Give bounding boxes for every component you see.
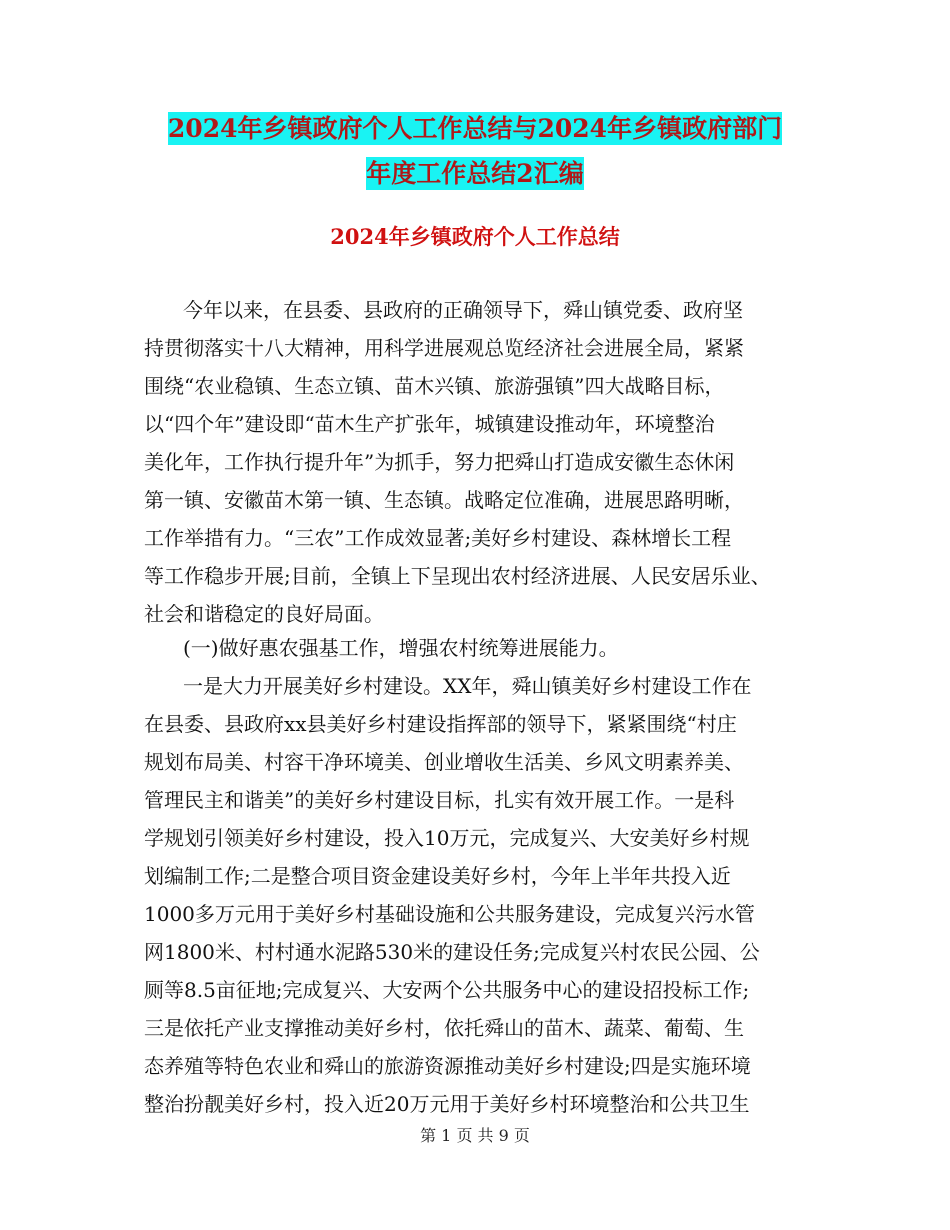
body-line: 围绕“农业稳镇、生态立镇、苗木兴镇、旅游强镇”四大战略目标， (144, 374, 725, 398)
body-line: 在县委、县政府xx县美好乡村建设指挥部的领导下，紧紧围绕“村庄 (144, 712, 737, 736)
body-line: 规划布局美、村容干净环境美、创业增收生活美、乡风文明素养美、 (144, 750, 744, 774)
body-line: 一是大力开展美好乡村建设。XX年，舜山镇美好乡村建设工作在 (183, 674, 752, 698)
document-title-line-2 (0, 160, 950, 188)
section-title: 2024年乡镇政府个人工作总结 (330, 224, 620, 249)
body-line: 持贯彻落实十八大精神，用科学进展观总览经济社会进展全局，紧紧 (144, 336, 744, 360)
body-line: 态养殖等特色农业和舜山的旅游资源推动美好乡村建设;四是实施环境 (144, 1054, 751, 1078)
page-number-footer: 第 1 页 共 9 页 (420, 1126, 530, 1145)
body-line: 第一镇、安徽苗木第一镇、生态镇。战略定位准确，进展思路明晰， (144, 488, 744, 512)
document-title-line-1 (0, 115, 950, 143)
body-line: 美化年，工作执行提升年”为抓手，努力把舜山打造成安徽生态休闲 (144, 450, 735, 474)
body-line: 1000多万元用于美好乡村基础设施和公共服务建设，完成复兴污水管 (144, 902, 755, 926)
body-line: 三是依托产业支撑推动美好乡村，依托舜山的苗木、蔬菜、葡萄、生 (144, 1016, 744, 1040)
body-line: 社会和谐稳定的良好局面。 (144, 602, 384, 626)
document-title-text-2: 年度工作总结2汇编 (366, 159, 584, 188)
document-title-text-1: 2024年乡镇政府个人工作总结与2024年乡镇政府部门 (167, 114, 783, 143)
body-line: 整治扮靓美好乡村，投入近20万元用于美好乡村环境整治和公共卫生 (144, 1092, 750, 1116)
body-line: 网1800米、村村通水泥路530米的建设任务;完成复兴村农民公园、公 (144, 940, 760, 964)
body-line: 划编制工作;二是整合项目资金建设美好乡村，今年上半年共投入近 (144, 864, 731, 888)
body-line: 管理民主和谐美”的美好乡村建设目标，扎实有效开展工作。一是科 (144, 788, 735, 812)
body-line: (一)做好惠农强基工作，增强农村统筹进展能力。 (183, 636, 619, 660)
body-line: 厕等8.5亩征地;完成复兴、大安两个公共服务中心的建设招投标工作; (144, 978, 750, 1002)
body-line: 今年以来，在县委、县政府的正确领导下，舜山镇党委、政府坚 (183, 298, 743, 322)
body-line: 学规划引领美好乡村建设，投入10万元，完成复兴、大安美好乡村规 (144, 826, 750, 850)
body-line: 工作举措有力。“三农”工作成效显著;美好乡村建设、森林增长工程 (144, 526, 732, 550)
body-line: 以“四个年”建设即“苗木生产扩张年，城镇建设推动年，环境整治 (144, 412, 715, 436)
body-line: 等工作稳步开展;目前，全镇上下呈现出农村经济进展、人民安居乐业、 (144, 564, 771, 588)
